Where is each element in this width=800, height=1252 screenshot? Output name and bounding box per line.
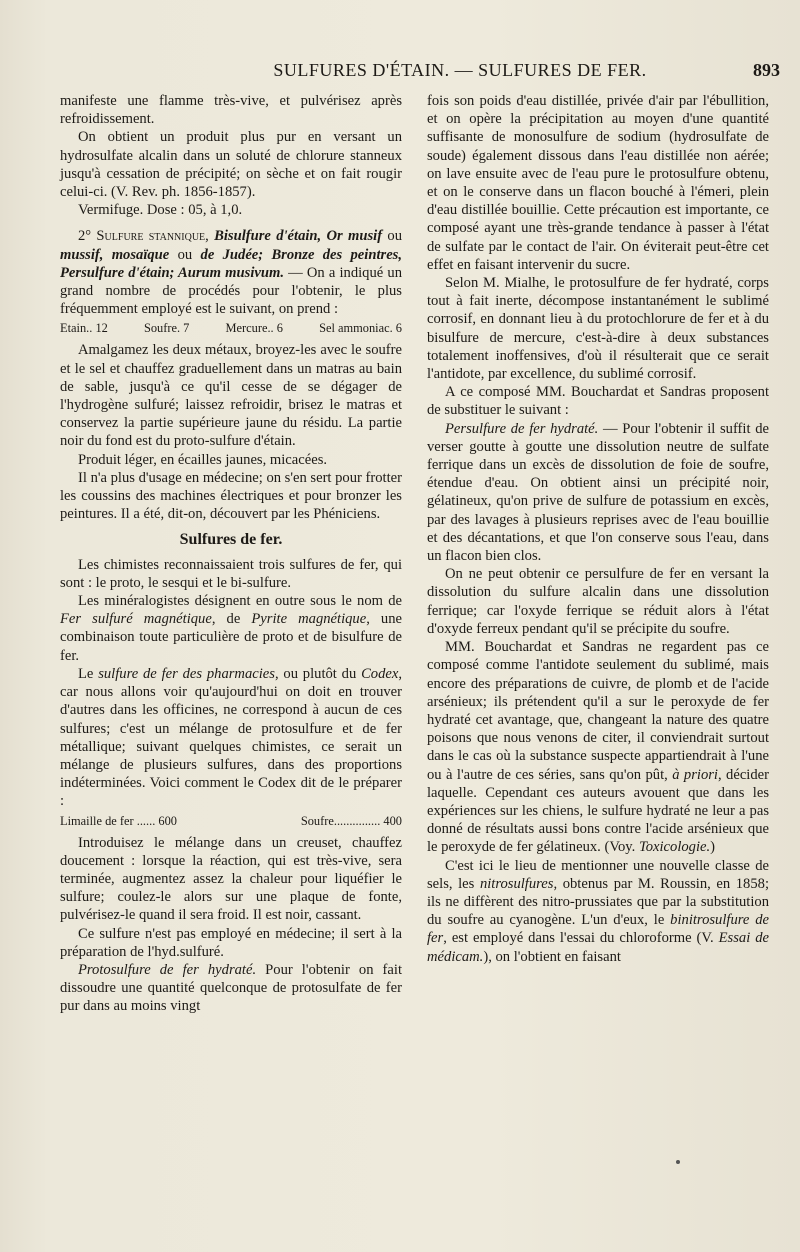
paragraph: fois son poids d'eau distillée, privée d'air par l'ébullition, et on opère la précipitation au moyen d'une quantité suffisante de monosulfure de sodium (hydrosulfate de soude) également dissous dans l'eau distillée non aérée; on lave ensuite avec de l'eau pure le protosulfure obtenu, et on le conserve dans un flacon bouché à l'émeri, plein d'eau distillée bouillie. Cette précaution est importante, ce composé ayant une très-grande tendance à passer à l'état de sulfate par le contact de l'air. On éviterait peut-être cet effet en faisant intervenir du sucre.: [427, 93, 769, 273]
term: nitrosulfures: [479, 875, 554, 892]
paragraph: [60, 592, 402, 665]
text: — On a indiqué un grand nombre de procédés pour l'obtenir, le plus fréquemment employé est le suivant, on prend :: [60, 264, 402, 318]
paragraph: On obtient un produit plus pur en versant un hydrosulfate alcalin dans un soluté de chlorure stanneux jusqu'à cessation de précipité; on sèche et on fait rougir celui-ci. (V. Rev. ph. 1856-1857).: [60, 129, 402, 201]
text: Pour l'obtenir on fait dissoudre une quantité quelconque de protosulfate de fer pur dans au moins vingt: [60, 961, 402, 1015]
text: Les minéralogistes désignent en outre sous le nom de: [78, 593, 402, 610]
text: , car nous allons voir qu'aujourd'hui on doit en trouver d'autres dans les officines, ne correspond à aucun de ces sulfures; c'est un mélange de protosulfure et de fer métallique; suivant quelques chimistes, ce serait un mélange de plusieurs sulfures, dans des proportions indéterminées. Voici comment le Codex dit de le préparer :: [60, 665, 403, 810]
text: ): [710, 839, 716, 856]
running-title: SULFURES D'ÉTAIN. — SULFURES DE FER.: [273, 60, 647, 80]
text: , obtenus par M. Roussin, en 1858; ils ne diffèrent des nitro-prussiates que par la substitution du soufre au cyanogène. L'un d'eux, le: [427, 875, 769, 929]
paragraph: [427, 420, 769, 566]
paragraph: On ne peut obtenir ce persulfure de fer en versant la dissolution du sulfure alcalin dans une dissolution ferrique; car l'oxyde ferrique se réduit alors à l'état d'oxyde ferreux pendant qu'il se précipite du soufre.: [427, 566, 769, 637]
page-header: [60, 60, 780, 86]
paragraph: [60, 961, 402, 1016]
term: Persulfure de fer hydraté.: [445, 420, 599, 437]
paragraph: Les chimistes reconnaissaient trois sulfures de fer, qui sont : le proto, le sesqui et le bi-sulfure.: [60, 556, 402, 591]
paragraph: [427, 857, 769, 966]
term: Pyrite magnétique: [251, 611, 367, 628]
term: de Judée; Bronze des peintres, Persulfure d'étain; Aurum musivum.: [60, 246, 402, 281]
recipe-table: [60, 320, 402, 337]
text: Le: [78, 665, 99, 682]
text: , de: [211, 611, 252, 628]
term: mussif, mosaïque: [60, 246, 170, 263]
paragraph: Il n'a plus d'usage en médecine; on s'en sert pour frotter les coussins des machines électriques et pour bronzer les peintures. Il a été, dit-on, découvert par les Phéniciens.: [60, 469, 402, 523]
text: , décider laquelle. Cependant ces auteurs avouent que dans les expériences sur les chiens, le sulfure hydraté ne leur a pas donné de résultats aussi bons contre l'acide arsénieux que le peroxyde de fer gélatineux. (Voy.: [427, 766, 769, 856]
paragraph: Produit léger, en écailles jaunes, micacées.: [78, 451, 328, 468]
paragraph: Ce sulfure n'est pas employé en médecine; il sert à la préparation de l'hyd.sulfuré.: [60, 925, 402, 960]
recipe-item: Etain.. 12: [60, 321, 108, 336]
paragraph: Amalgamez les deux métaux, broyez-les avec le soufre et le sel et chauffez graduellement dans un matras au bain de sable, jusqu'à ce qu'il cesse de se dégager de l'hydrogène sulfuré; laissez refroidir, brisez le matras et conservez la partie supérieure jaune du résidu. La partie noir du fond est du proto-sulfure d'étain.: [60, 342, 402, 450]
term: à priori: [672, 766, 718, 783]
recipe-item: Mercure.. 6: [225, 321, 283, 336]
text: — Pour l'obtenir il suffit de verser goutte à goutte une dissolution neutre de sulfate ferrique dans un excès de dissolution de foie de soufre, étendue d'eau. On obtient ainsi un précipité noir, gélatineux, qu'on prive de sulfure de potassium en excès, par des lavages à plusieurs reprises avec de l'eau bouillie et des décantations, et que l'on conserve sous l'eau, dans un flacon bien clos.: [427, 420, 769, 565]
text: , une combinaison toute particulière de proto et de bisulfure de fer.: [60, 611, 402, 664]
term: Bisulfure d'étain, Or musif: [214, 228, 383, 245]
recipe-item: Limaille de fer ...... 600: [60, 813, 177, 828]
text: ou: [382, 228, 402, 245]
paragraph-stannic-sulfide: [60, 227, 402, 318]
text: , est employé dans l'essai du chloroforme (V.: [443, 930, 719, 947]
term: Fer sulfuré magnétique: [60, 611, 212, 628]
recipe-item: Soufre............... 400: [300, 813, 402, 828]
term: binitrosulfure de fer: [427, 912, 769, 947]
term: Toxicologie.: [638, 839, 711, 856]
right-column: [427, 92, 769, 966]
text: ou: [169, 246, 201, 263]
term: sulfure de fer des pharmacies: [98, 665, 275, 682]
paragraph: A ce composé MM. Bouchardat et Sandras proposent de substituer le suivant :: [427, 384, 769, 419]
section-heading: Sulfures de fer.: [179, 531, 283, 549]
paragraph: Selon M. Mialhe, le protosulfure de fer hydraté, corps tout à fait inerte, décompose instantanément le sublimé corrosif, en donnant lieu à du protochlorure de fer et à du bisulfure de mercure, c'est-à-dire à deux substances totalement inoffensives, d'où il résulterait que ce serait l'antidote, par excellence, du sublimé corrosif.: [427, 275, 769, 383]
paragraph: Introduisez le mélange dans un creuset, chauffez doucement : lorsque la réaction, qui est très-vive, sera terminée, augmentez assez la chaleur pour liquéfier le sulfure; coulez-le alors sur une plaque de fonte, pulvérisez-le quand il sera froid. Il est noir, cassant.: [60, 834, 402, 924]
text: MM. Bouchardat et Sandras ne regardent pas ce composé comme l'antidote seulement du sublimé, mais encore des préparations de cuivre, de plomb et de l'acide arsénieux; ils prétendent qu'il a sur le peroxyde de fer hydraté cet avantage, que, changeant la nature des quatre poisons que nous venons de citer, il conviendrait surtout dans le cas où la substance suspecte appartiendrait à l'une ou à l'autre de ces séries, sans qu'on pût,: [427, 639, 769, 783]
text: C'est ici le lieu de mentionner une nouvelle classe de sels, les: [427, 857, 769, 892]
paragraph: Vermifuge. Dose : 05, à 1,0.: [78, 202, 243, 219]
text: ), on l'obtient en faisant: [483, 948, 621, 965]
text: , ou plutôt du: [274, 665, 362, 682]
page-number: 893: [753, 60, 780, 80]
term: Essai de médicam.: [427, 930, 769, 965]
term: 2° Sulfure stannique,: [78, 228, 209, 245]
paragraph: [427, 638, 769, 856]
paragraph: [60, 665, 402, 811]
term: Protosulfure de fer hydraté.: [78, 961, 257, 978]
term: Codex: [361, 665, 399, 682]
recipe-table: [60, 813, 402, 830]
recipe-item: Sel ammoniac. 6: [319, 321, 402, 336]
paragraph: manifeste une flamme très-vive, et pulvérisez après refroidissement.: [60, 93, 402, 128]
recipe-item: Soufre. 7: [143, 321, 190, 336]
ink-speck: [676, 1160, 680, 1164]
left-column: [60, 92, 402, 1016]
